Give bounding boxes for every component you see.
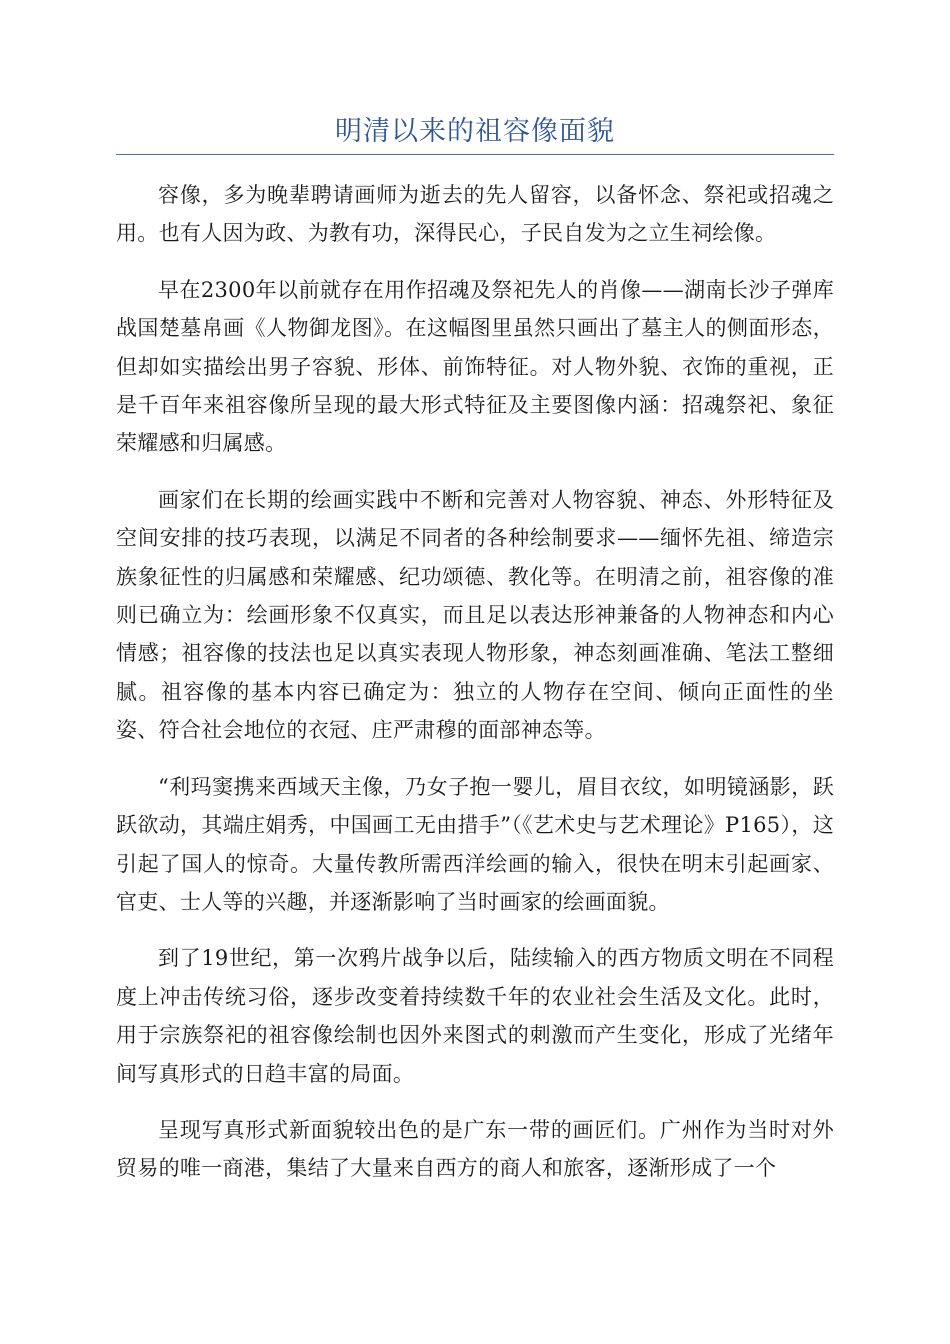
paragraph-6: 呈现写真形式新面貌较出色的是广东一带的画匠们。广州作为当时对外贸易的唯一商港，集结了大量来自西方的商人和旅客，逐渐形成了一个	[116, 1117, 834, 1181]
paragraph-2: 早在2300年以前就存在用作招魂及祭祀先人的肖像——湖南长沙子弹库战国楚墓帛画《人物御龙图》。在这幅图里虽然只画出了墓主人的侧面形态，但却如实描绘出男子容貌、形体、前饰特征。对人物外貌、衣饰的重视，正是千百年来祖容像所呈现的最大形式特征及主要图像内涵：招魂祭祀、象征荣耀感和归属感。	[116, 277, 834, 456]
title-underline	[116, 154, 834, 155]
paragraph-3: 画家们在长期的绘画实践中不断和完善对人物容貌、神态、外形特征及空间安排的技巧表现，以满足不同者的各种绘制要求——缅怀先祖、缔造宗族象征性的归属感和荣耀感、纪功颂德、教化等。在明清之前，祖容像的准则已确立为：绘画形象不仅真实，而且足以表达形神兼备的人物神态和内心情感；祖容像的技法也足以真实表现人物形象，神态刻画准确、笔法工整细腻。祖容像的基本内容已确定为：独立的人物存在空间、倾向正面性的坐姿、符合社会地位的衣冠、庄严肃穆的面部神态等。	[116, 487, 834, 743]
paragraph-4: “利玛窦携来西域天主像，乃女子抱一婴儿，眉目衣纹，如明镜涵影，跃跃欲动，其端庄娟秀，中国画工无由措手”（《艺术史与艺术理论》P165），这引起了国人的惊奇。大量传教所需西洋绘画的输入，很快在明末引起画家、官吏、士人等的兴趣，并逐渐影响了当时画家的绘画面貌。	[116, 774, 834, 914]
paragraph-5: 到了19世纪，第一次鸦片战争以后，陆续输入的西方物质文明在不同程度上冲击传统习俗，逐步改变着持续数千年的农业社会生活及文化。此时，用于宗族祭祀的祖容像绘制也因外来图式的刺激而产生变化，形成了光绪年间写真形式的日趋丰富的局面。	[116, 946, 834, 1086]
paragraph-1: 容像，多为晚辈聘请画师为逝去的先人留容，以备怀念、祭祀或招魂之用。也有人因为政、为教有功，深得民心，子民自发为之立生祠绘像。	[116, 183, 834, 246]
document-body	[116, 176, 834, 1206]
document-title: 明清以来的祖容像面貌	[335, 116, 615, 147]
